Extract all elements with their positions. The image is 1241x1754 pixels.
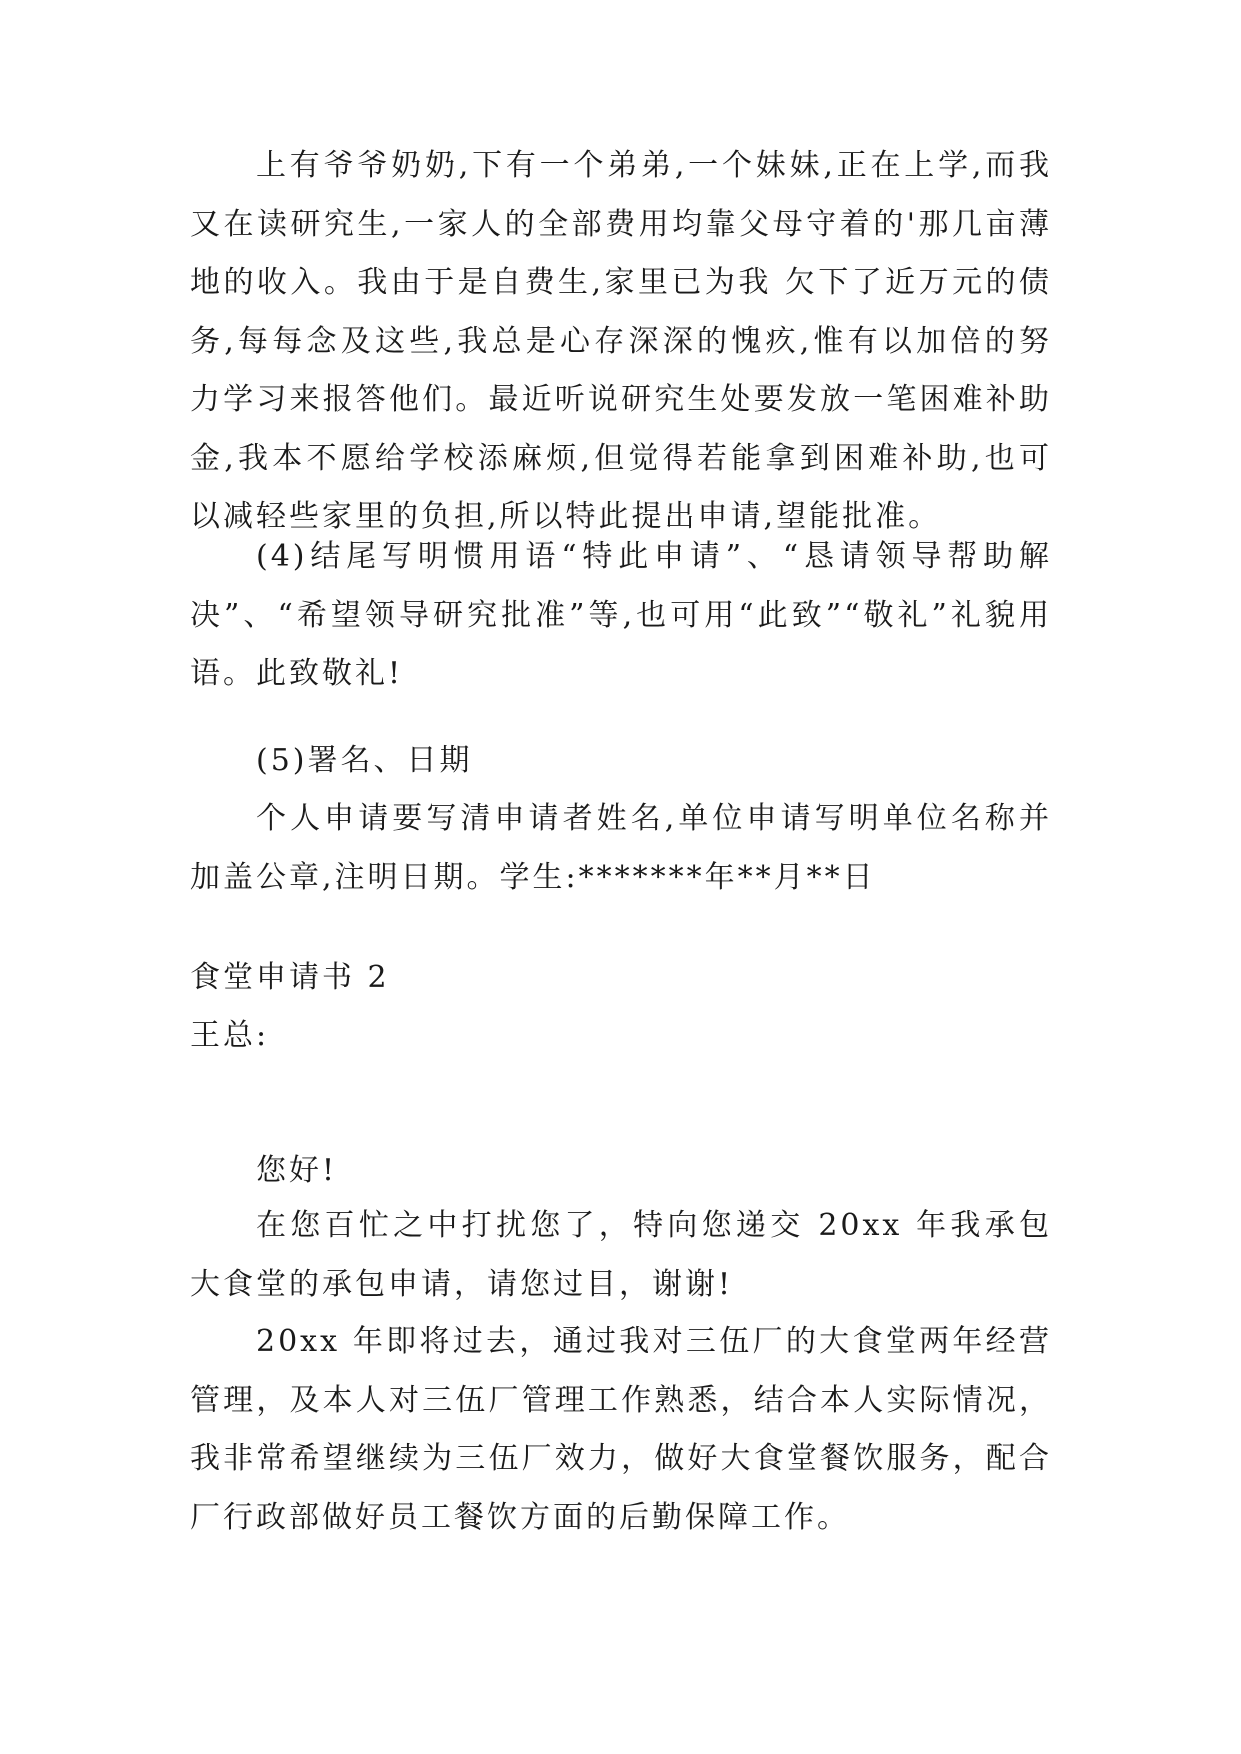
paragraph-signature-rules: 个人申请要写清申请者姓名,单位申请写明单位名称并加盖公章,注明日期。学生:*******年**月**日	[190, 801, 1052, 895]
paragraph-contract-reason: 20xx 年即将过去，通过我对三伍厂的大食堂两年经营管理，及本人对三伍厂管理工作熟悉，结合本人实际情况，我非常希望继续为三伍厂效力，做好大食堂餐饮服务，配合厂行政部做好员工餐饮方面的后勤保障工作。	[190, 1324, 1052, 1535]
paragraph-contract-request: 在您百忙之中打扰您了，特向您递交 20xx 年我承包大食堂的承包申请，请您过目，谢谢!	[190, 1208, 1052, 1302]
paragraph-closing-phrases: (4)结尾写明惯用语“特此申请”、“恳请领导帮助解决”、“希望领导研究批准”等,也可用“此致”“敬礼”礼貌用语。此致敬礼!	[190, 539, 1052, 691]
greeting: 您好!	[256, 1153, 338, 1188]
signature-date-heading: (5)署名、日期	[256, 743, 473, 778]
section-title: 食堂申请书 2	[190, 960, 390, 995]
paragraph-family-situation: 上有爷爷奶奶,下有一个弟弟,一个妹妹,正在上学,而我又在读研究生,一家人的全部费用均靠父母守着的'那几亩薄地的收入。我由于是自费生,家里已为我 欠下了近万元的债务,每每念及这些,我总是心存深深的愧疚,惟有以加倍的努力学习来报答他们。最近听说研究生处要发放一笔困难补助金,我本不愿给学校添麻烦,但觉得若能拿到困难补助,也可以减轻些家里的负担,所以特此提出申请,望能批准。	[190, 148, 1052, 534]
salutation: 王总:	[190, 1018, 270, 1053]
